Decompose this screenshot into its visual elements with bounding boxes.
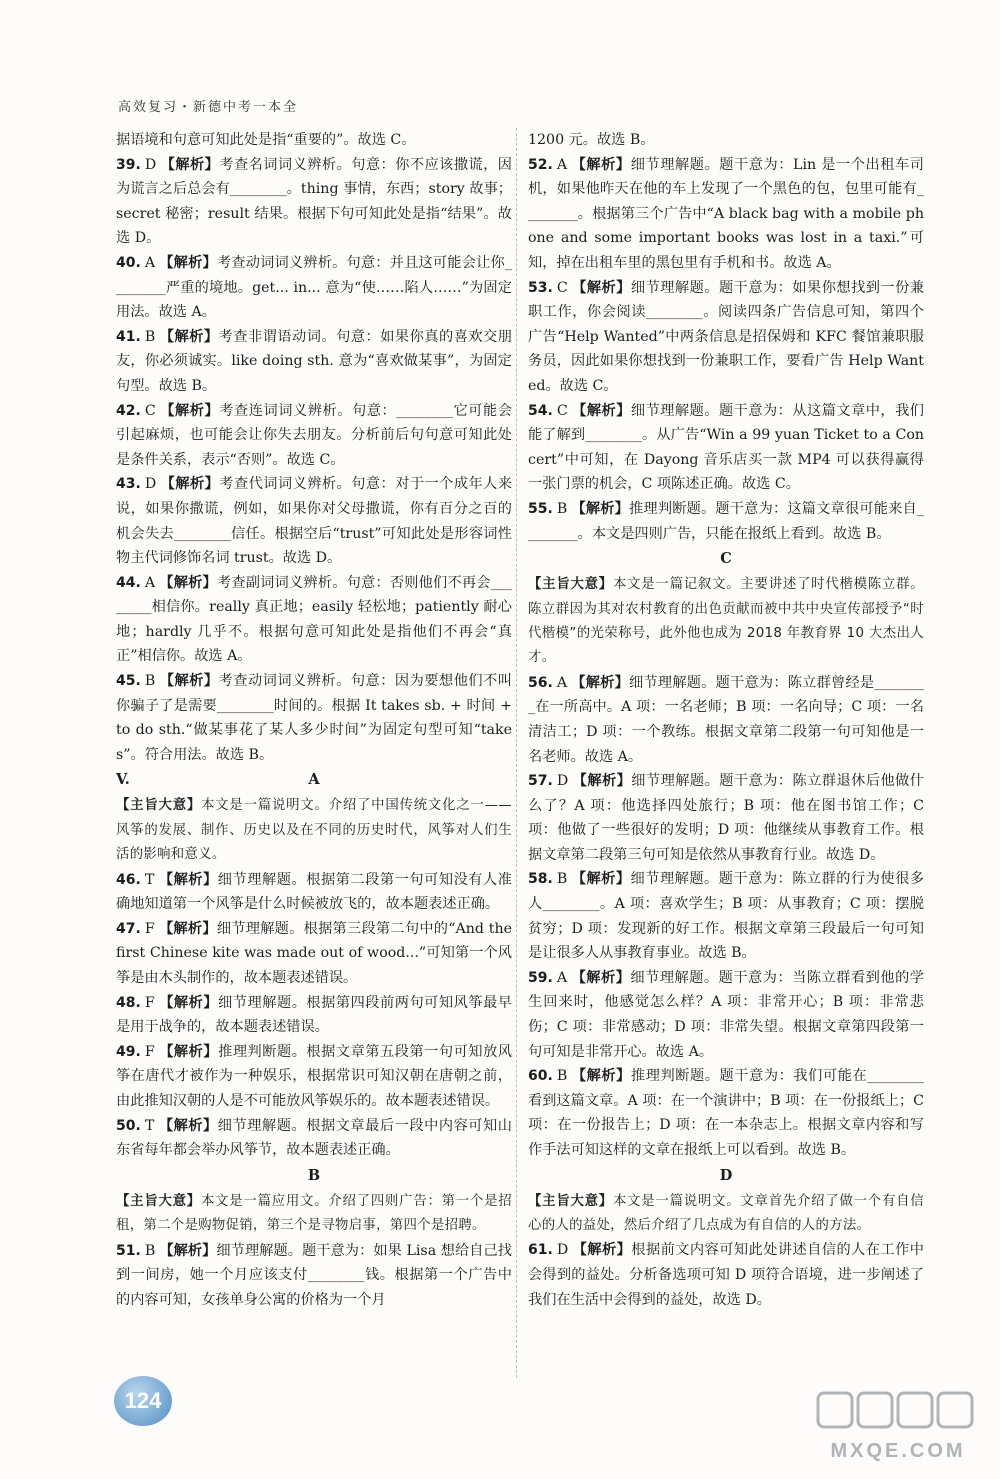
analysis-text: 推理判断题。根据文章第五段第一句可知放风筝在唐代才被作为一种娱乐，根据常识可知汉朝在唐朝之前，由此推知汉朝的人是不可能放风筝娱乐的。故本题表述错误。 — [116, 1043, 512, 1109]
question-number: 47. — [116, 920, 141, 937]
analysis-tag: 【解析】 — [159, 402, 220, 419]
answer-item — [116, 153, 512, 251]
question-number: 60. — [528, 1068, 553, 1085]
analysis-text: 考查代词词义辨析。句意：对于一个成年人来说，如果你撒谎，例如，如果你对父母撒谎，你有百分之百的机会失去________信任。根据空后“trust”可知此处是形容词性物主代词修饰名词 trust。故选 D。 — [116, 476, 512, 567]
analysis-text: 细节理解题。题干意为：如果 Lisa 想给自己找到一间房，她一个月应该支付________钱。根据第一个广告中的内容可知，女孩单身公寓的价格为一个月 — [116, 1242, 512, 1308]
answer-letter: D — [144, 156, 157, 173]
answer-item — [116, 472, 512, 570]
analysis-tag: 【解析】 — [158, 994, 219, 1011]
main-idea-summary — [116, 793, 512, 867]
answer-item — [528, 1238, 924, 1312]
question-number: 48. — [116, 994, 141, 1011]
question-number: 50. — [116, 1117, 141, 1134]
right-column — [528, 128, 924, 1312]
answer-item — [116, 399, 512, 473]
answer-item — [528, 497, 924, 546]
question-number: 45. — [116, 673, 141, 690]
analysis-text: 考查动词词义辨析。句意：因为要想他们不叫你骗子了是需要________时间的。根据 It takes sb. + 时间 + to do sth.“做某事花了某人多少时间”为固定句型可知“takes”。符合用法。故选 B。 — [116, 673, 512, 763]
analysis-tag: 【解析】 — [571, 1068, 631, 1085]
answer-item — [116, 991, 512, 1040]
analysis-tag: 【解析】 — [159, 328, 219, 345]
answer-letter: F — [144, 920, 155, 937]
answer-item — [116, 868, 512, 917]
page-number-badge: 124 — [114, 1376, 172, 1426]
analysis-text: 考查非谓语动词。句意：如果你真的喜欢交朋友，你必须诚实。like doing sth. 意为“喜欢做某事”，为固定句型。故选 B。 — [116, 328, 512, 394]
answer-letter: T — [144, 1117, 155, 1134]
analysis-tag: 【解析】 — [572, 773, 632, 790]
question-number: 61. — [528, 1242, 553, 1259]
answer-letter: D — [556, 773, 569, 790]
analysis-tag: 【解析】 — [160, 156, 220, 173]
section-heading: C — [720, 550, 732, 568]
analysis-text: 考查连词词义辨析。句意：________它可能会引起麻烦，也可能会让你失去朋友。分析前后句句意可知此处是条件关系，表示“否则”。故选 C。 — [116, 402, 512, 468]
analysis-tag: 【解析】 — [158, 871, 218, 888]
answer-letter: B — [556, 500, 568, 517]
answer-letter: A — [556, 156, 568, 173]
answer-letter: C — [556, 279, 568, 296]
analysis-text: 细节理解题。题干意为：从这篇文章中，我们能了解到________。从广告“Win a 99 yuan Ticket to a Concert”中可知，在 Dayong 音乐店买一款 MP4 可以获得赢得一张门票的机会，C 项陈述正确。故选 C。 — [528, 402, 924, 493]
analysis-tag: 【解析】 — [159, 254, 217, 271]
analysis-tag: 【解析】 — [571, 674, 630, 691]
main-idea-summary — [116, 1189, 512, 1239]
question-number: 52. — [528, 156, 553, 173]
answer-item — [528, 867, 924, 965]
main-idea-text: 本文是一篇说明文。介绍了中国传统文化之一——风筝的发展、制作、历史以及在不同的历史时代，风筝对人们生活的影响和意义。 — [116, 798, 512, 863]
answer-letter: D — [556, 1242, 569, 1259]
analysis-text: 考查名词词义辨析。句意：你不应该撒谎，因为谎言之后总会有________。thing 事情，东西；story 故事；secret 秘密；result 结果。根据下句可知此处是指“结果”。故选 D。 — [116, 156, 512, 247]
answer-item — [116, 1040, 512, 1114]
analysis-tag: 【解析】 — [160, 476, 220, 493]
question-number: 51. — [116, 1242, 141, 1259]
analysis-text: 考查副词词义辨析。句意：否则他们不再会________相信你。really 真正地；easily 轻松地；patiently 耐心地；hardly 几乎不。根据句意可知此处是指他们不再会“真正”相信你。故选 A。 — [116, 574, 512, 665]
answer-item — [116, 325, 512, 399]
analysis-text: 细节理解题。根据第二段第一句可知没有人准确地知道第一个风筝是什么时候被放飞的，故本题表述正确。 — [116, 871, 512, 913]
answer-item — [116, 571, 512, 669]
answer-item — [528, 966, 924, 1064]
main-idea-text: 本文是一篇应用文。介绍了四则广告：第一个是招租，第二个是购物促销，第三个是寻物启事，第四个是招聘。 — [116, 1193, 512, 1234]
analysis-text: 细节理解题。根据文章最后一段中内容可知山东省每年都会举办风筝节，故本题表述正确。 — [116, 1117, 512, 1159]
left-column — [116, 128, 512, 1312]
answer-item — [528, 769, 924, 867]
svg-text:MXQE.COM: MXQE.COM — [830, 1440, 966, 1462]
question-number: 59. — [528, 969, 553, 986]
analysis-text: 根据前文内容可知此处讲述自信的人在工作中会得到的益处。分析备选项可知 D 项符合语境，进一步阐述了我们在生活中会得到的益处，故选 D。 — [528, 1242, 924, 1308]
answer-letter: C — [144, 402, 156, 419]
answer-letter: A — [144, 574, 156, 591]
analysis-tag: 【解析】 — [571, 279, 631, 296]
answer-letter: B — [144, 328, 156, 345]
main-idea-summary — [528, 572, 924, 671]
analysis-tag: 【解析】 — [572, 1242, 632, 1259]
answer-letter: F — [144, 1043, 155, 1060]
column-divider — [516, 128, 517, 1378]
continued-text: 1200 元。故选 B。 — [528, 132, 655, 148]
answer-item — [116, 917, 512, 991]
main-idea-summary — [528, 1189, 924, 1239]
analysis-text: 细节理解题。题干意为：陈立群的行为使很多人________。A 项：喜欢学生；B 项：从事教育；C 项：摆脱贫穷；D 项：发现新的好工作。根据文章第三段最后一句可知是让很多人从事教育事业。故选 B。 — [528, 871, 924, 962]
main-idea-text: 本文是一篇说明文。文章首先介绍了做一个有自信心的人的益处，然后介绍了几点成为有自信的人的方法。 — [528, 1193, 924, 1233]
section-heading: B — [307, 1166, 321, 1184]
part-number: V. — [116, 771, 130, 789]
running-header: 高效复习・新德中考一本全 — [118, 100, 299, 115]
answer-item — [116, 1114, 512, 1163]
analysis-text: 推理判断题。题干意为：这篇文章很可能来自________。本文是四则广告，只能在报纸上看到。故选 B。 — [528, 500, 924, 542]
main-idea-tag: 【主旨大意】 — [116, 1192, 201, 1209]
question-number: 43. — [116, 476, 141, 493]
answer-letter: A — [144, 254, 156, 271]
question-number: 57. — [528, 773, 553, 790]
answer-item — [528, 1064, 924, 1162]
analysis-text: 细节理解题。根据第三段第二句中的“And the first Chinese kite was made out of wood...”可知第一个风筝是由木头制作的，故本题表述错误。 — [116, 920, 512, 987]
continued-text: 据语境和句意可知此处是指“重要的”。故选 C。 — [116, 132, 416, 148]
part-heading — [116, 767, 512, 793]
analysis-tag: 【解析】 — [571, 402, 631, 419]
question-number: 53. — [528, 279, 553, 296]
main-idea-tag: 【主旨大意】 — [116, 797, 202, 814]
analysis-text: 细节理解题。根据第四段前两句可知风筝最早是用于战争的，故本题表述错误。 — [116, 994, 512, 1036]
analysis-text: 细节理解题。题干意为：Lin 是一个出租车司机，如果他昨天在他的车上发现了一个黑色的包，包里可能有________。根据第三个广告中“A black bag with a mobile phone and some important books was lost in a taxi.”可知，掉在出租车里的黑包里有手机和书。故选 A。 — [528, 156, 924, 271]
answer-letter: B — [144, 673, 156, 690]
analysis-tag: 【解析】 — [159, 1242, 217, 1259]
question-number: 46. — [116, 871, 141, 888]
question-number: 39. — [116, 156, 141, 173]
answer-letter: D — [144, 476, 157, 493]
analysis-tag: 【解析】 — [571, 969, 631, 986]
watermark-logo — [814, 1387, 982, 1463]
analysis-text: 细节理解题。题干意为：陈立群曾经是________在一所高中。A 项：一名老师；B 项：一名向导；C 项：一名清洁工；D 项：一个教练。根据文章第二段第一句可知他是一名老师。故选 A。 — [528, 674, 924, 765]
answer-item — [116, 251, 512, 325]
answer-letter: F — [144, 994, 155, 1011]
analysis-text: 细节理解题。题干意为：当陈立群看到他的学生回来时，他感觉怎么样？A 项：非常开心；B 项：非常悲伤；C 项：非常感动；D 项：非常失望。根据文章第四段第一句可知是非常开心。故选 A。 — [528, 969, 924, 1060]
main-idea-tag: 【主旨大意】 — [528, 576, 613, 593]
analysis-tag: 【解析】 — [159, 673, 219, 690]
answer-item — [528, 399, 924, 497]
analysis-tag: 【解析】 — [158, 1043, 219, 1060]
main-idea-text: 本文是一篇记叙文。主要讲述了时代楷模陈立群。陈立群因为其对农村教育的出色贡献而被中共中央宣传部授予“时代楷模”的光荣称号，此外他也成为 2018 年教育界 10 大杰出人才。 — [528, 577, 924, 666]
analysis-tag: 【解析】 — [158, 920, 217, 937]
answer-letter: B — [144, 1242, 156, 1259]
answer-item — [528, 276, 924, 399]
answer-item — [528, 671, 924, 769]
question-number: 49. — [116, 1043, 141, 1060]
answer-letter: A — [556, 969, 568, 986]
analysis-text: 推理判断题。题干意为：我们可能在________看到这篇文章。A 项：在一个演讲中；B 项：在一份报纸上；C 项：在一份报告上；D 项：在一本杂志上。根据文章内容和写作手法可知这样的文章在报纸上可以看到。故选 B。 — [528, 1068, 924, 1158]
section-heading: A — [308, 771, 320, 789]
section-heading: D — [719, 1166, 733, 1184]
question-number: 54. — [528, 402, 553, 419]
answer-letter: T — [144, 871, 155, 888]
analysis-text: 细节理解题。题干意为：陈立群退休后他做什么了？A 项：他选择四处旅行；B 项：他在图书馆工作；C 项：他做了一些很好的发明；D 项：他继续从事教育工作。根据文章第二段第三句可知是依然从事教育行业。故选 D。 — [528, 773, 924, 863]
analysis-text: 细节理解题。题干意为：如果你想找到一份兼职工作，你会阅读________。阅读四条广告信息可知，第四个广告“Help Wanted”中两条信息是招保姆和 KFC 餐馆兼职服务员，因此如果你想找到一份兼职工作，要看广告 Help Wanted。故选 C。 — [528, 279, 924, 394]
question-number: 42. — [116, 402, 141, 419]
analysis-tag: 【解析】 — [571, 500, 630, 517]
answer-item — [116, 1239, 512, 1313]
answer-letter: A — [556, 674, 568, 691]
analysis-tag: 【解析】 — [159, 574, 217, 591]
answer-letter: C — [556, 402, 568, 419]
analysis-text: 考查动词词义辨析。句意：并且这可能会让你________严重的境地。get... in... 意为“使……陷人……”为固定用法。故选 A。 — [116, 254, 512, 321]
question-number: 40. — [116, 254, 141, 271]
answer-letter: B — [556, 871, 568, 888]
analysis-tag: 【解析】 — [571, 871, 631, 888]
analysis-tag: 【解析】 — [158, 1117, 218, 1134]
question-number: 55. — [528, 500, 553, 517]
answer-item — [116, 669, 512, 767]
main-idea-tag: 【主旨大意】 — [528, 1192, 613, 1209]
question-number: 44. — [116, 574, 141, 591]
question-number: 41. — [116, 328, 141, 345]
question-number: 56. — [528, 674, 553, 691]
question-number: 58. — [528, 871, 553, 888]
answer-letter: B — [556, 1068, 568, 1085]
answer-item — [528, 153, 924, 276]
analysis-tag: 【解析】 — [571, 156, 631, 173]
